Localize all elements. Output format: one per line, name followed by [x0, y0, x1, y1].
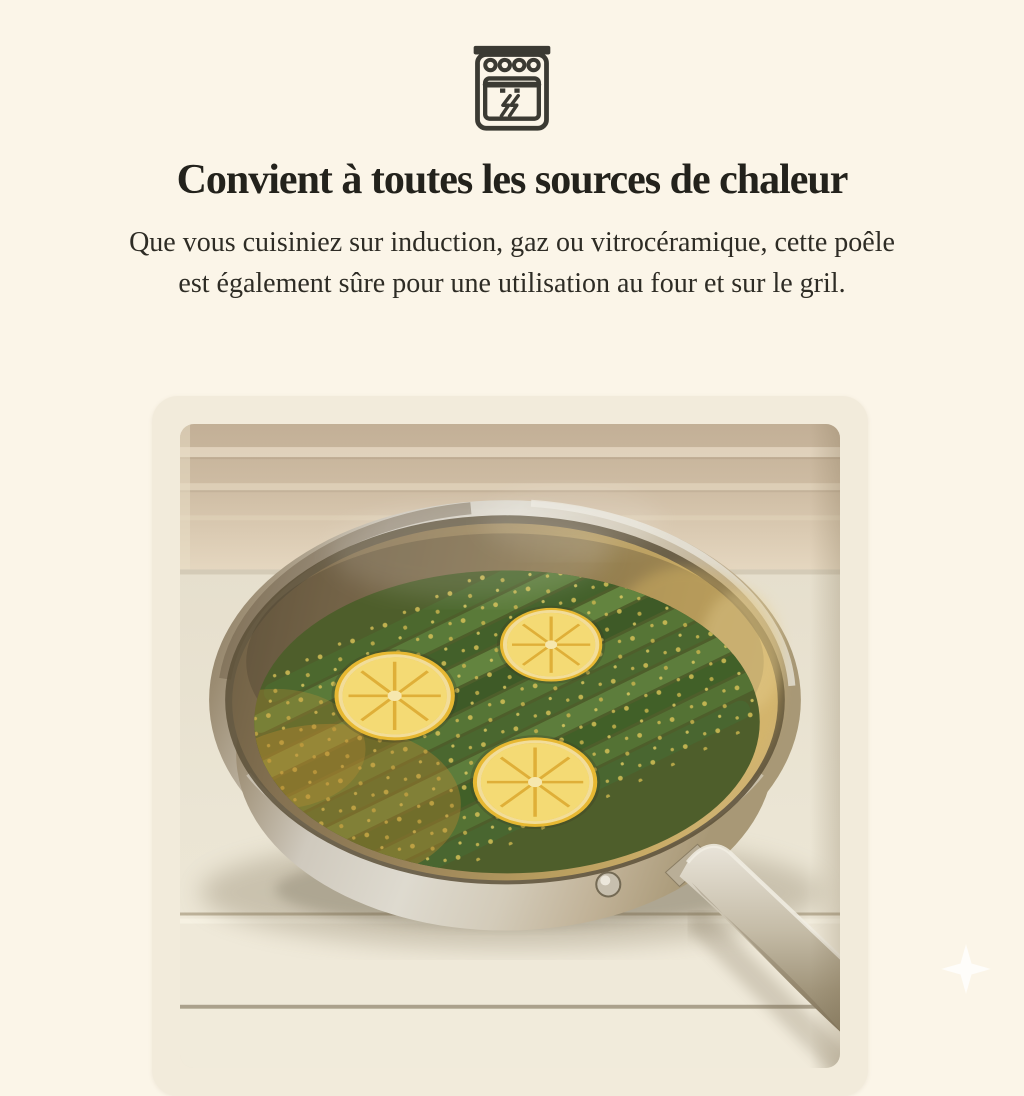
lightning-bolt [501, 96, 510, 116]
sparkle-icon [941, 944, 991, 994]
oven-knob [514, 60, 524, 70]
oven-knob [528, 60, 538, 70]
section-title: Convient à toutes les sources de chaleur [176, 157, 848, 203]
lemon-slice [331, 649, 457, 743]
lemon-slice [470, 735, 600, 829]
product-image-card [152, 396, 868, 1096]
section-description [72, 223, 952, 305]
oven-knob [500, 60, 510, 70]
description-line-2: est également sûre pour une utilisation au four et sur le gril. [178, 267, 846, 299]
lemon-slice [497, 606, 605, 684]
oven-electric-icon [469, 42, 555, 134]
oven-knob [485, 60, 495, 70]
lightning-bolt [510, 96, 519, 116]
description-line-1: Que vous cuisiniez sur induction, gaz ou vitrocéramique, cette poêle [129, 227, 895, 258]
product-photo-pan-asparagus-lemon [180, 424, 840, 1068]
